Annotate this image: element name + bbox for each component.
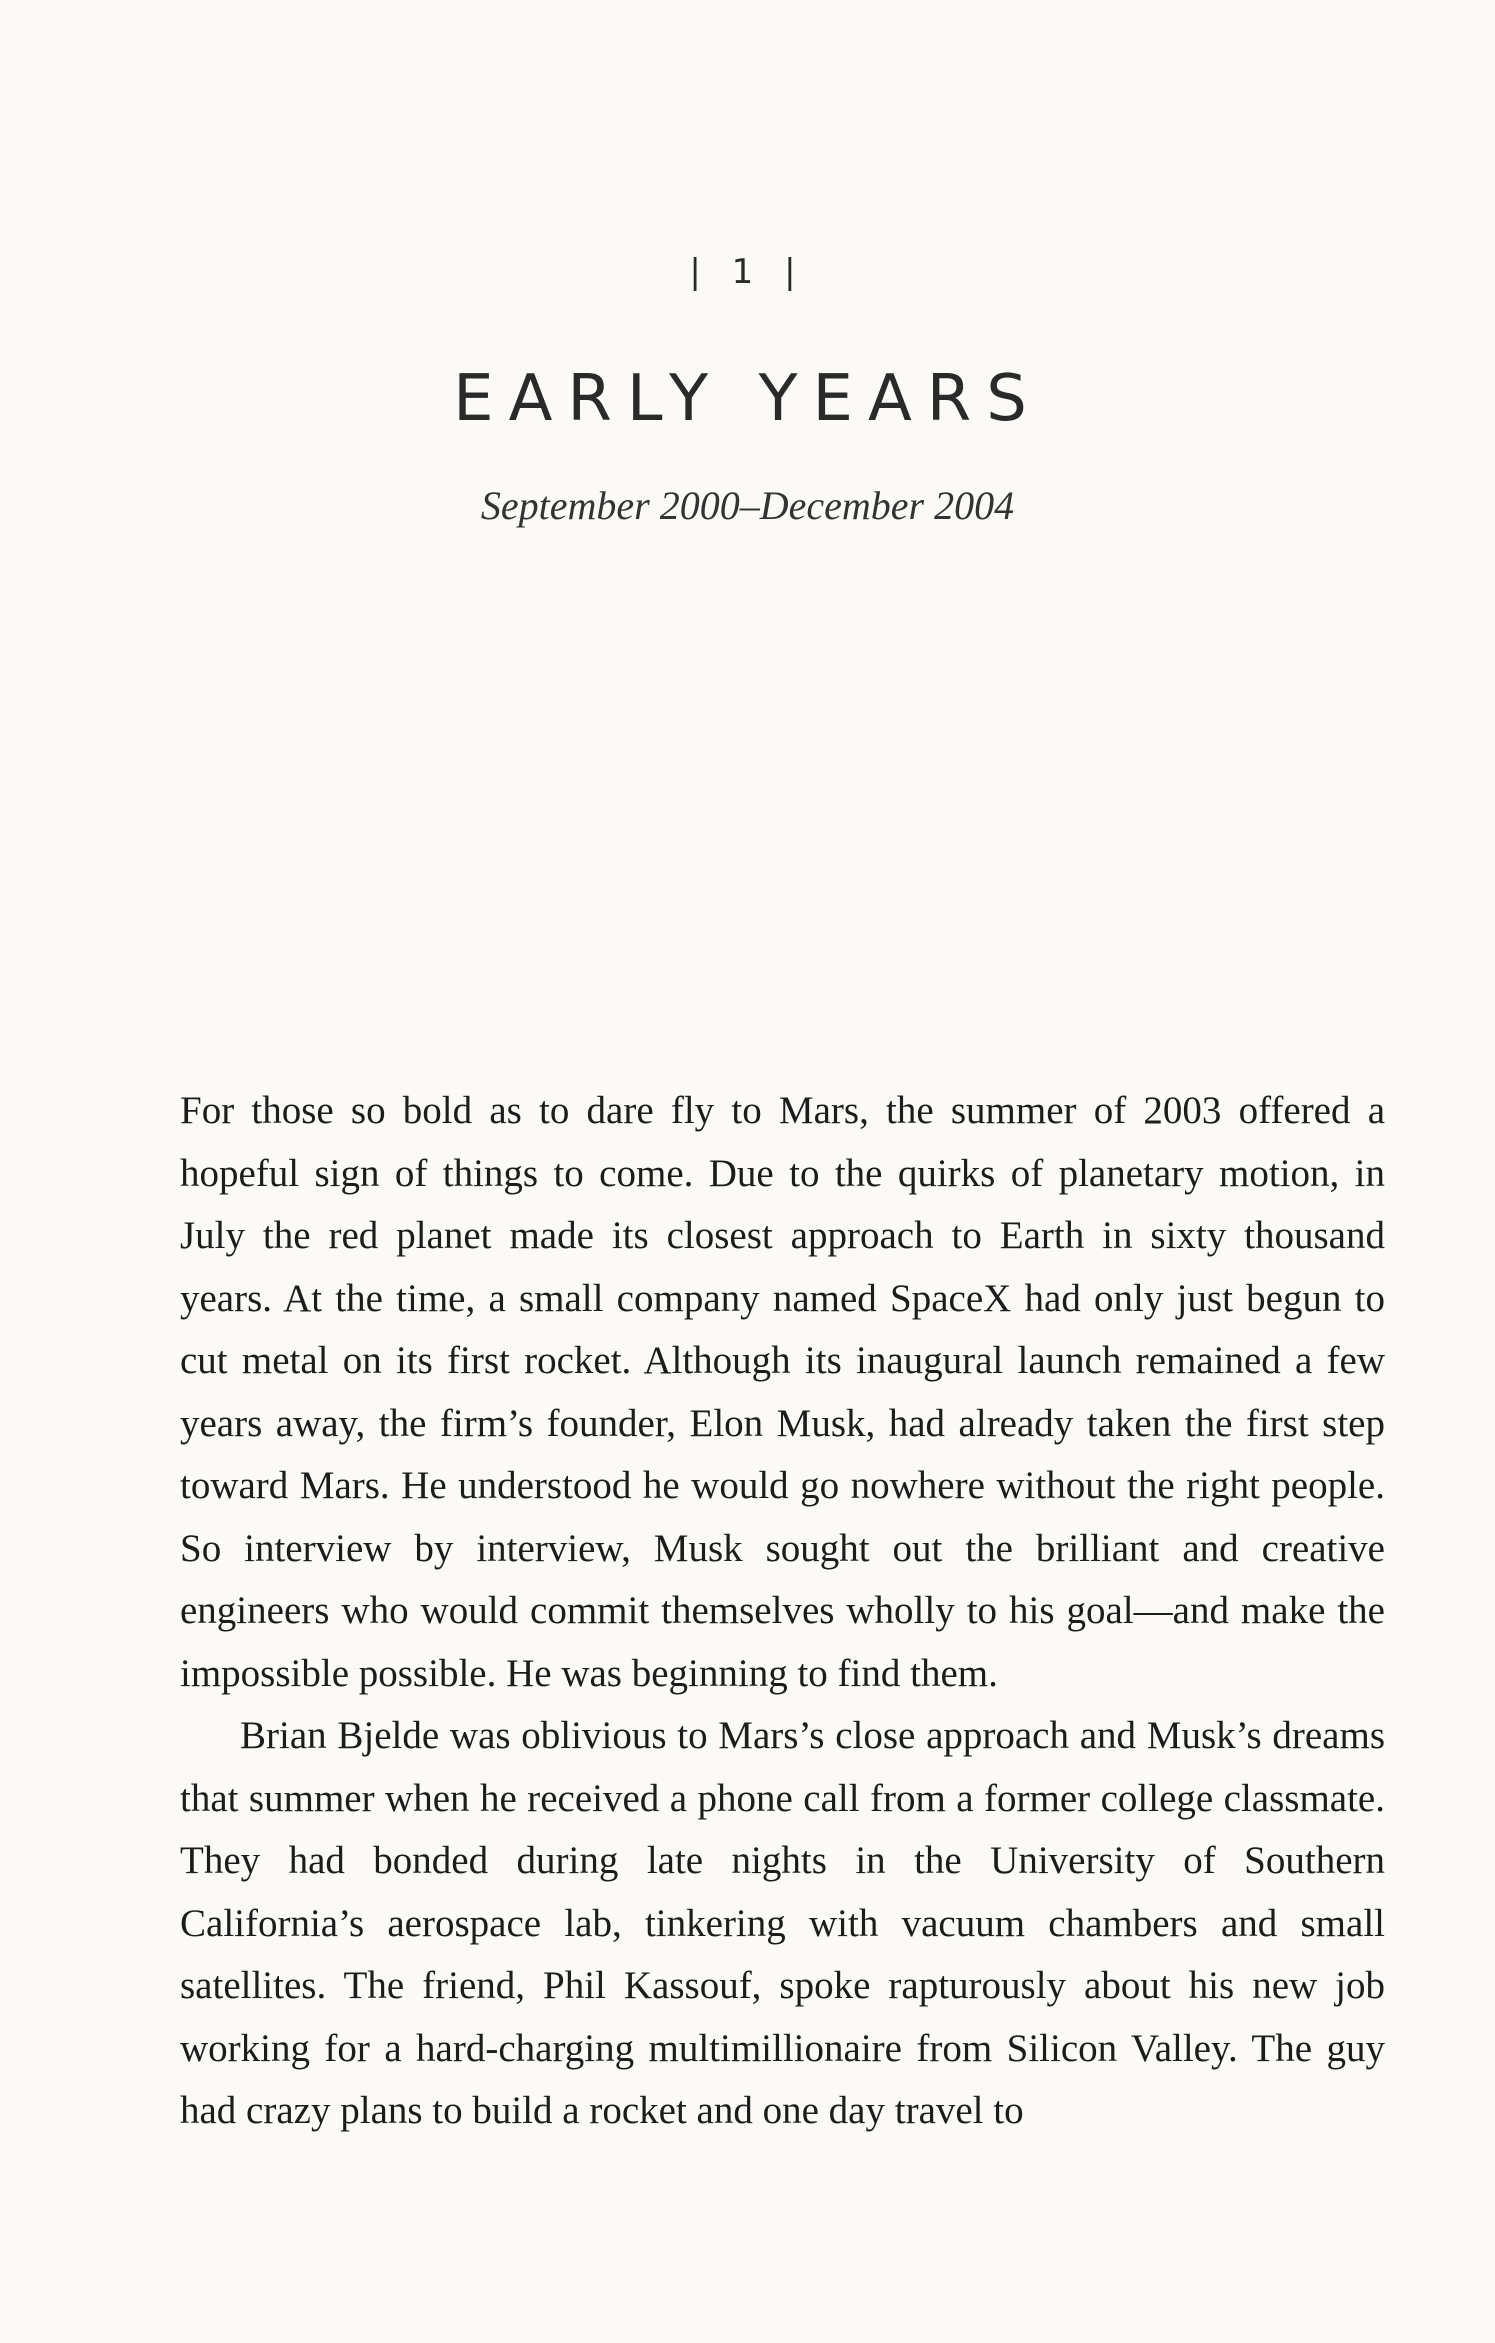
paragraph: For those so bold as to dare fly to Mars, the summer of 2003 offered a hopeful sign of things to come. Due to the quirks of planetary motion, in July the red planet made its closest approach to Earth in sixty thousand years. At the time, a small company named SpaceX had only just begun to cut metal on its first rocket. Although its inaugural launch remained a few years away, the firm’s founder, Elon Musk, had already taken the first step toward Mars. He understood he would go nowhere without the right people. So interview by interview, Musk sought out the brilliant and creative engineers who would commit themselves wholly to his goal—and make the impossible possible. He was beginning to find them.	[180, 1089, 1385, 1695]
chapter-body	[180, 1080, 1385, 2143]
chapter-dates: September 2000–December 2004	[480, 483, 1015, 528]
chapter-number: | 1 |	[689, 252, 806, 292]
paragraph: Brian Bjelde was oblivious to Mars’s close approach and Musk’s dreams that summer when he received a phone call from a former college classmate. They had bonded during late nights in the University of Southern California’s aerospace lab, tinkering with vacuum chambers and small satellites. The friend, Phil Kassouf, spoke rapturously about his new job working for a hard-charging multimillionaire from Silicon Valley. The guy had crazy plans to build a rocket and one day travel to	[180, 1714, 1385, 2132]
chapter-title: EARLY YEARS	[453, 362, 1042, 436]
